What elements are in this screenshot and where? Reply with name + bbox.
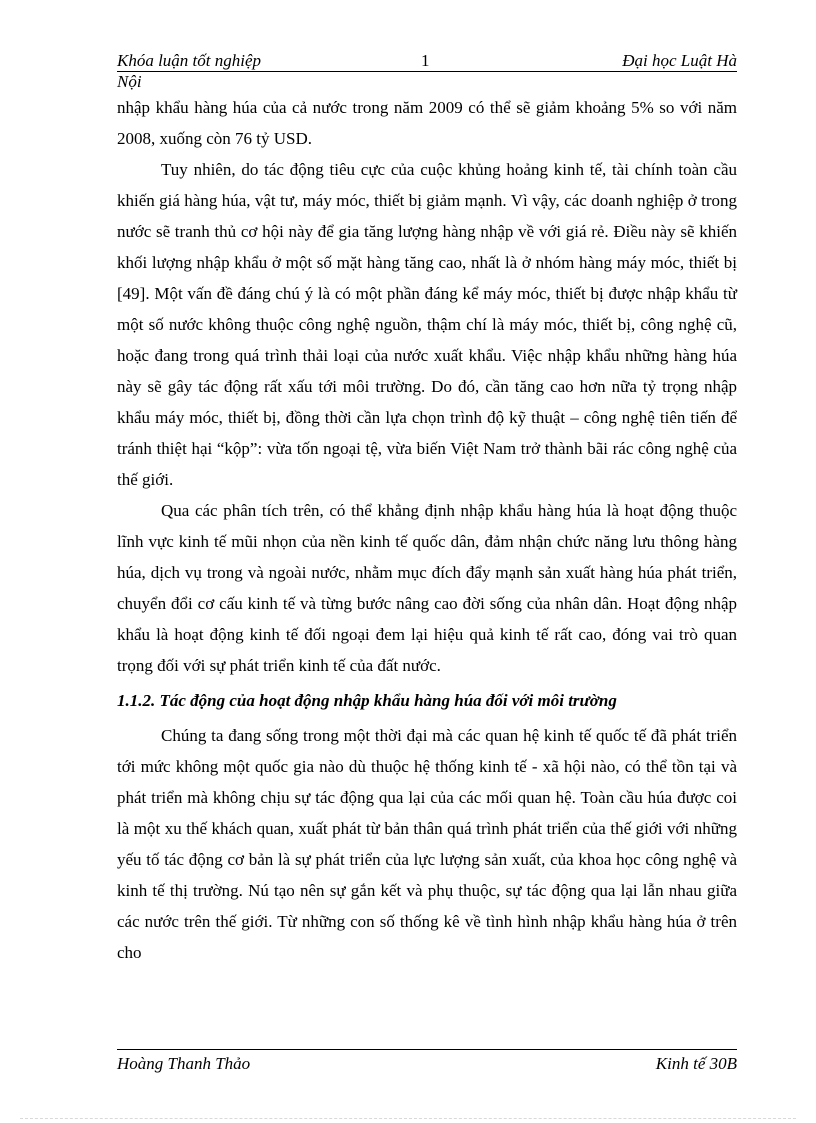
section-heading: 1.1.2. Tác động của hoạt động nhập khẩu hàng húa đối với môi trường [117, 691, 617, 710]
paragraph-impact: Tuy nhiên, do tác động tiêu cực của cuộc khủng hoảng kinh tế, tài chính toàn cầu khiến giá hàng húa, vật tư, máy móc, thiết bị giảm mạnh. Vì vậy, các doanh nghiệp ở trong nước sẽ tranh thủ cơ hội này để gia tăng lượng hàng nhập về với giá rẻ. Điều này sẽ khiến khối lượng nhập khẩu ở một số mặt hàng tăng cao, nhất là ở nhóm hàng máy móc, thiết bị [49]. Một vấn đề đáng chú ý là có một phần đáng kể máy móc, thiết bị được nhập khẩu từ một số nước không thuộc công nghệ nguồn, thậm chí là máy móc, thiết bị, công nghệ cũ, hoặc đang trong quá trình thải loại của nước xuất khẩu. Việc nhập khẩu những hàng húa này sẽ gây tác động rất xấu tới môi trường. Do đó, cần tăng cao hơn nữa tỷ trọng nhập khẩu máy móc, thiết bị, đồng thời cần lựa chọn trình độ kỹ thuật – công nghệ tiên tiến để tránh thiệt hại “kộp”: vừa tốn ngoại tệ, vừa biến Việt Nam trở thành bãi rác công nghệ của thế giới. [117, 160, 737, 489]
paragraph-continuation: nhập khẩu hàng húa của cả nước trong năm 2009 có thể sẽ giảm khoảng 5% so với năm 2008, xuống còn 76 tỷ USD. [117, 98, 737, 148]
footer-divider [117, 1049, 737, 1050]
paragraph-globalization: Chúng ta đang sống trong một thời đại mà các quan hệ kinh tế quốc tế đã phát triển tới mức không một quốc gia nào dù thuộc hệ thống kinh tế - xã hội nào, có thể tồn tại và phát triển mà không chịu sự tác động qua lại của các mối quan hệ. Toàn cầu húa được coi là một xu thế khách quan, xuất phát từ bản thân quá trình phát triển của thế giới với những yếu tố tác động cơ bản là sự phát triển của lực lượng sản xuất, của khoa học công nghệ và kinh tế thị trường. Nú tạo nên sự gắn kết và phụ thuộc, sự tác động qua lại lẫn nhau giữa các nước trên thế giới. Từ những con số thống kê về tình hình nhập khẩu hàng húa ở trên cho [117, 726, 737, 962]
header-university-wrap: Nội [117, 72, 142, 91]
footer-author: Hoàng Thanh Thảo [117, 1054, 251, 1073]
page-number: 1 [421, 51, 430, 70]
footer-class: Kinh tế 30B [655, 1054, 737, 1073]
header-thesis-title: Khóa luận tốt nghiệp [117, 51, 262, 70]
header-university: Đại học Luật Hà [622, 51, 737, 70]
page-header [117, 51, 737, 71]
page-bottom-edge [20, 1118, 796, 1119]
page-footer [117, 1054, 737, 1076]
header-divider [117, 71, 737, 72]
paragraph-conclusion: Qua các phân tích trên, có thể khẳng định nhập khẩu hàng húa là hoạt động thuộc lĩnh vực kinh tế mũi nhọn của nền kinh tế quốc dân, đảm nhận chức năng lưu thông hàng húa, dịch vụ trong và ngoài nước, nhằm mục đích đẩy mạnh sản xuất hàng húa phát triển, chuyển đổi cơ cấu kinh tế và từng bước nâng cao đời sống của nhân dân. Hoạt động nhập khẩu là hoạt động kinh tế đối ngoại đem lại hiệu quả kinh tế rất cao, đóng vai trò quan trọng đối với sự phát triển kinh tế của đất nước. [117, 501, 737, 675]
document-body [117, 92, 737, 968]
